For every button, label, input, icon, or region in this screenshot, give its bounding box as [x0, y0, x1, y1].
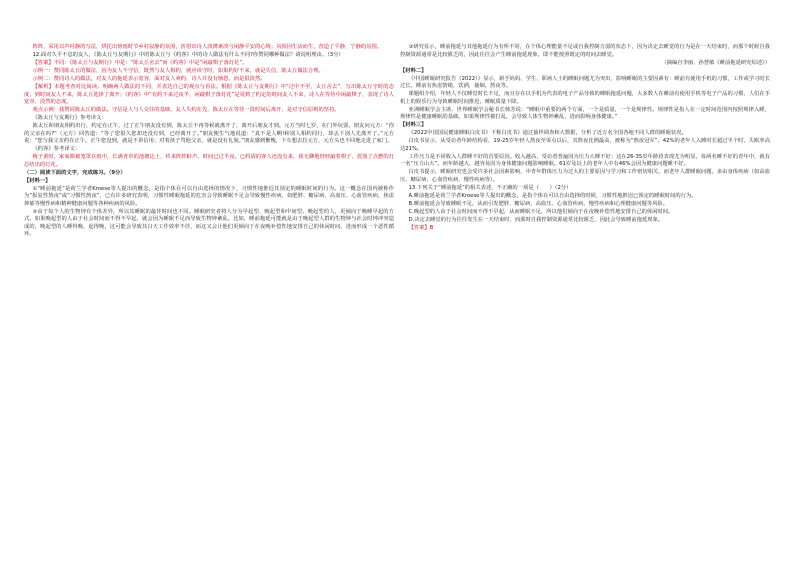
left-paragraph: 示例一：赞同陈太丘的做法，因为友人不守信，既然与友人相约，就应该守时，如果约好不来，就是失信，陈太丘做法合理。 — [32, 68, 324, 75]
right-paragraph: 【材料三】 — [400, 122, 427, 129]
right-paragraph: 工作压力是不同收入人群睡不好的首要原因。收入越高，受访者普遍因为压力大睡不好；这在26-35岁年龄段表现尤为明显。每两名睡不好的青年中，就有一名“压力山大”。而年龄越大，越容易因为身体健康问题影响睡眠。61岁及以上的老年人中有46%会因为健康问题睡不好。 — [400, 153, 770, 168]
right-paragraph: D.决定去睡觉的行为往往发生在一天结束时，而那时自我控制资源通常比较匮乏，因此会导致睡前拖延现象。 — [408, 216, 664, 223]
right-paragraph: 课题组介绍，年轻人不仅睡觉时长不足，而且存在以手机为代表的电子产品导致的睡眠拖延问题，大多数人在睡前有使用手机等电子产品的习惯，人们在手机上的娱乐行为导致睡眠时间推迟，睡眠质量下降。 — [400, 91, 770, 105]
right-paragraph: 《中国睡眠研究报告（2022）》显示，新手妈妈、学生、职场人士的睡眠问题尤为突出，影响睡眠的主要因素有：睡前有使用手机的习惯，工作或学习时长过长，睡前有焦虑情绪，饮酒，抽烟，熬夜等。 — [400, 75, 770, 90]
right-paragraph: 白皮书提示，睡眠研究也会受许多社会因素影响，中青年群体压力为过大的主要原因与学习和工作密切相关，而老年人群睡眠问题，多由身体疾病（如高血压、糖尿病、心血管疾病、慢性疾病等）。 — [400, 169, 770, 183]
right-paragraph: （摘编自李丽、孙慧敏《睡前拖延研究综述》） — [661, 59, 770, 66]
left-paragraph: 陈太丘和朋友相约出行，约定在正午，过了正午朋友没有到，陈太丘不再等候就离开了，离开后朋友才到。元方当时七岁，在门外玩耍。朋友问元方：“你的父亲在吗?”（元方）回答道：“等了您很久您却还没有到，已经离开了。”朋友便生气地说道：“真不是人啊!和别人相约同行，却丢下别人先离开了。”元方说：“您与我父亲约在正午。正午您没到，就是不讲信用；对着孩子骂他父亲，就是没有礼貌。”朋友感到惭愧，下车想去拉元方，元方头也不回地走进了家门。 — [24, 123, 394, 145]
left-paragraph: ①“睡前拖延”是荷兰学者Kroese等人提出的概念，是指个体在可以自由选择的情况下，习惯性地推迟其预定的睡眠时间的行为。这一概念在国内被称作为“报复性熬夜”或“习惯性熬夜”，已有许多研究表明，习惯性睡眠拖延的危害会导致睡眠不足会导致慢性疾病，如肥胖、糖尿病、高血压、心血管疾病，焦虑抑郁等慢性病和精神健康问题等各种疾病的风险。 — [24, 185, 394, 207]
left-paragraph: 阵阵，采用以声衬静的写法，烘托出傍雨时节乡村寂静的氛围，折射出诗人淡薄素淡与闲静平安的心境；氛围因生活而生，营造了平静，宁静的氛围。 — [32, 44, 383, 50]
right-paragraph: 白皮书显示，从受访者年龄结构看，19-25岁年轻人熬夜至零点以后，其熬夜比例最高，被称为“熬夜冠军”。42%的老年人入睡时长超过半个时，失眠率高达21%。 — [400, 138, 770, 152]
right-paragraph: C.晚起型的人由于社会时间而不得不早起，从而睡眠不足，所以他们倾向于在夜晚补偿性地安排自己的休闲时间。 — [408, 208, 674, 215]
right-paragraph: A.睡前拖延是荷兰学者Kroese等人提出的概念，是指个体在可以自由选择的时候，习惯性地推迟已预定的睡眠时间的行为。 — [408, 192, 697, 199]
left-paragraph: （二）阅读下面的文字，完成练习。（9分） — [24, 169, 126, 176]
left-paragraph: 示例二：赞同诗人的做法，对友人的拖延表示宽容，面对友人爽约，诗人并没有恼怒，而是很淡然。 — [32, 76, 266, 83]
right-paragraph: 【材料二】 — [400, 67, 427, 74]
right-paragraph: 亚洲睡眠学会主席、世界睡眠学会秘书长韩芳说：“睡眠中重要的两个方面，一个是质量，一个是规律性。规律性是指人在一定时间范围内按照规律入睡，规律性是健康睡眠的基础。如果规律性被打乱，会导致人体生物钟紊乱，进而影响身体健康。” — [400, 106, 770, 121]
right-paragraph: 【答案】B — [408, 224, 434, 231]
left-paragraph: 【答案】不同：《陈太丘与友期行》中是：“陈太丘舍去”而《约客》中是“闲敲棋子落灯花”。 — [32, 60, 248, 67]
right-paragraph: 13.下列关于“睡前拖延”的相关表述，不正确的一项是（ ）（2分） — [408, 184, 572, 191]
left-column — [24, 44, 394, 239]
right-paragraph: 《2022中国国民健康睡眠白皮书》下称白皮书》通过抽样调查和大数据，分析了近万名全国各地不同人群的睡眠状况。 — [408, 130, 687, 137]
left-paragraph: 《陈太丘与友期行》参考译文： — [32, 115, 107, 122]
left-paragraph: ②由于每个人的生物钟有个体差异，所以其睡眠的最佳时间也不同。睡眠研究者将人分为早起型、晚起型和中间型。晚起型的人，更倾向于晚睡早起的方式。如果晚起型的人由于社会时间而不得不早起，就会因为睡眠不足而导致生物钟紊乱。比如，睡前拖延可能就是由于晚起型人群的生物钟与社会时钟冲突造成的，晚起型的人睡得晚，起得晚，这可能会导致其白天工作效率不佳，而这又会让他们更倾向于在夜晚补偿性地安排自己的休闲时间，进而形成一个恶性循环。 — [24, 208, 394, 238]
left-paragraph: 《约客》参考译文： — [32, 146, 81, 153]
right-paragraph: ③研究显示，睡前拖延与其他拖延行为有所不同，在个体心理能量不足或自我控制力弱的状态下，因为决定去睡觉的行为是在一天结束时，而那个时候自我控制资源通常是比较匮乏的，因此往往会产生睡前拖延现象，即不能按照既定的时间去睡觉。 — [400, 44, 770, 58]
left-paragraph: 【材料一】 — [24, 177, 51, 184]
left-paragraph: 梅子黄时，家家都被笼罩在雨中，长满青草的池塘边上，传来阵阵蛙声。时间已过半夜，已约请的客人还没有来，我无聊地轻轻敲着棋子，震落了点燃的灯芯结出的灯花。 — [24, 154, 394, 168]
left-paragraph: 观点示例：我赞同陈太丘的做法。守信是人与人交往的基础，友人失约在先，陈太丘在等待一段时间后离开，是对守信原则的坚持。 — [32, 107, 340, 114]
left-paragraph: 12.面对久平不息的友人，《陈太丘与友期行》中的陈太丘与《约客》中的诗人做法有什么不同?你赞同哪种做法？请说明理由。（3分） — [32, 52, 344, 59]
right-column — [400, 44, 770, 233]
right-paragraph: B.睡前拖延会导致睡眠不足，从而引发肥胖、糖尿病、高血压、心血管疾病、慢性疾病和心理健康问题等风险。 — [408, 200, 669, 207]
left-paragraph: 【解析】本题考查对比阅读。明确两人做法的不同，并表达自己的观点与看法。根据《陈太丘与友期行》中“过中不至，太丘舍去”，写出陈太丘守时的态度，到时间友人不来，陈太丘选择了离开；《约客》中“有约不来过夜半，闲敲棋子落灯花”是说到了约定的时间友人不来，诗人在等待中闲敲棋子，表现了诗人宽容、淡然的态度。 — [24, 84, 394, 106]
